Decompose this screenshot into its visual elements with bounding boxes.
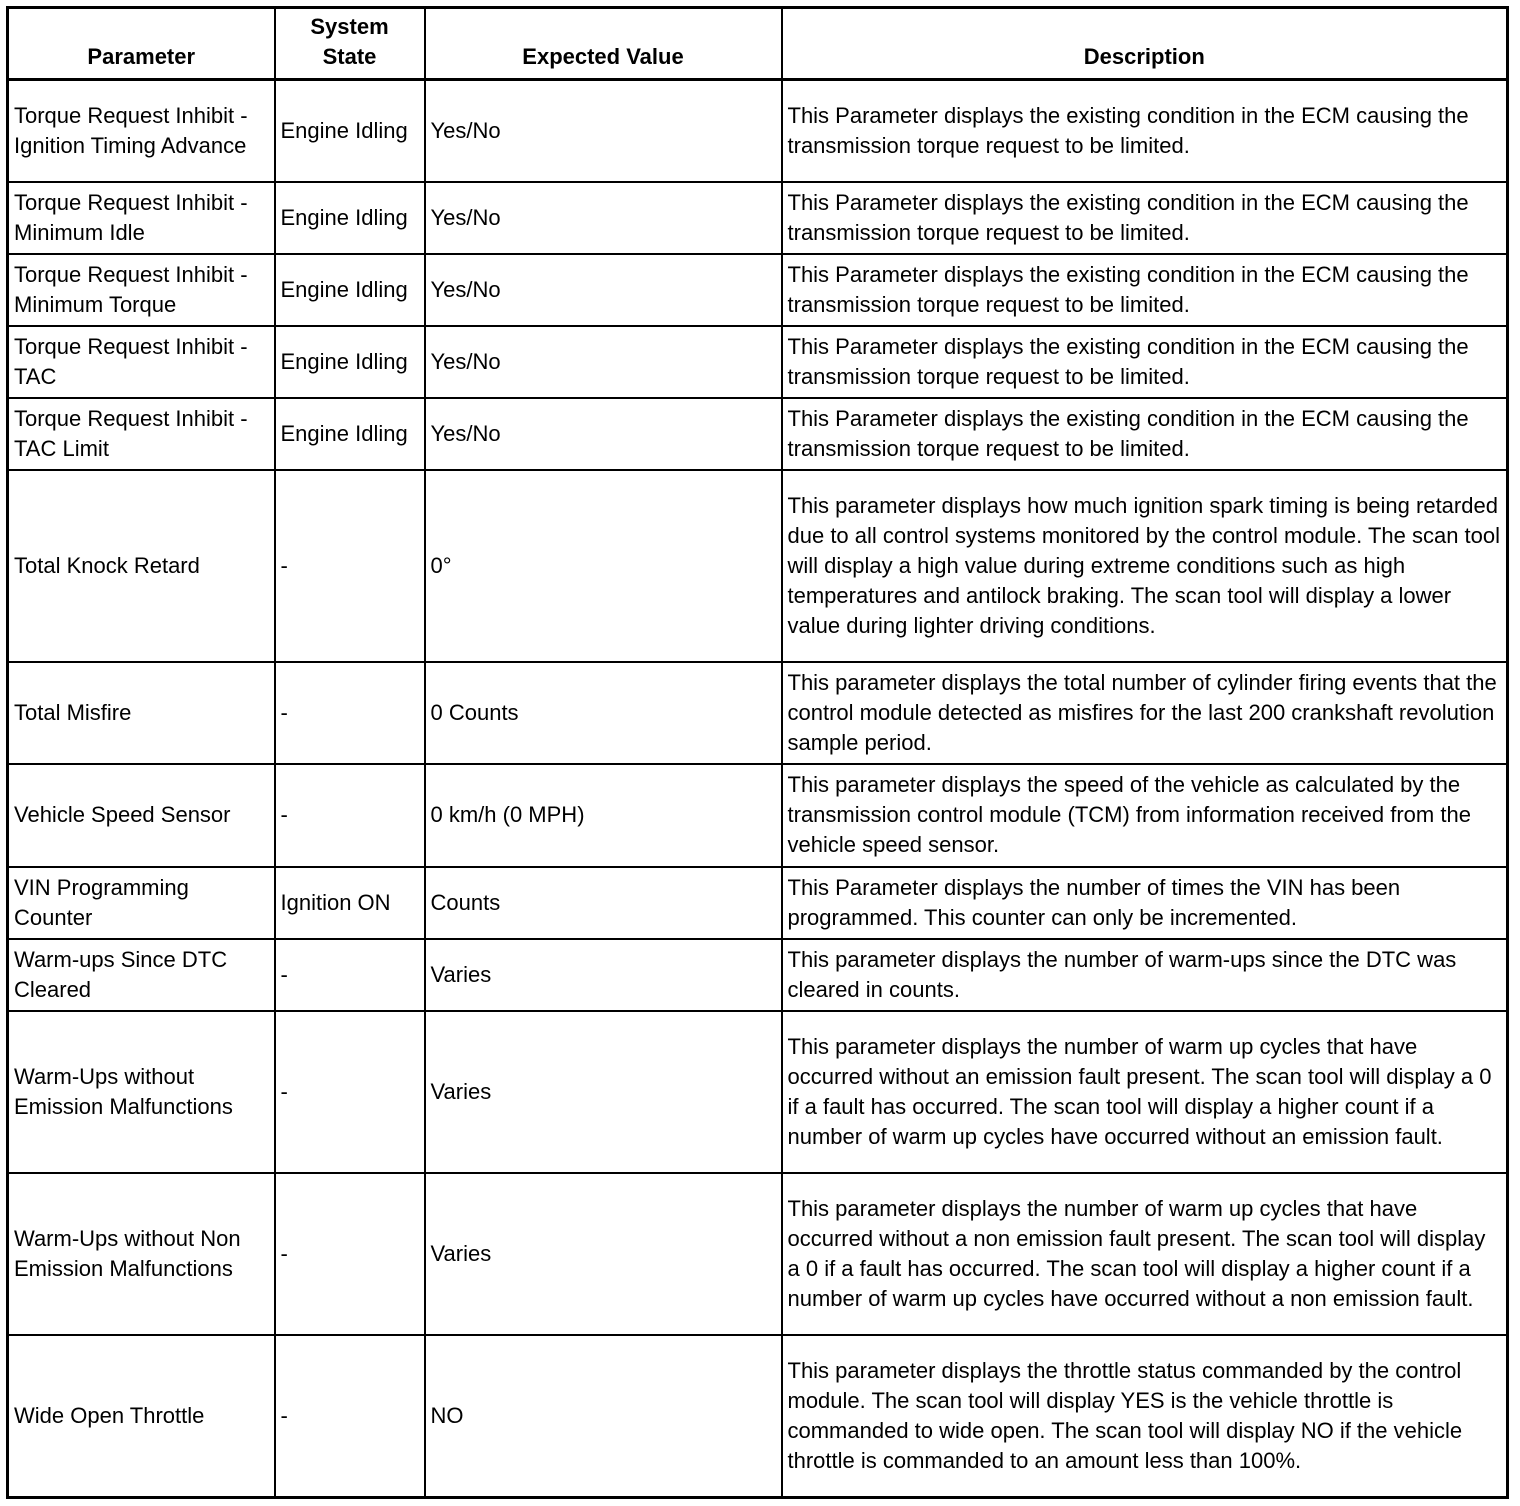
table-row [8, 80, 1508, 182]
cell-expected-value: Yes/No [425, 80, 782, 182]
cell-description: This Parameter displays the existing condition in the ECM causing the transmission torque request to be limited. [782, 254, 1508, 326]
cell-expected-value: Counts [425, 867, 782, 939]
table-row [8, 764, 1508, 866]
cell-system-state: - [275, 1011, 425, 1173]
parameter-table-sheet [6, 6, 1506, 1499]
cell-system-state: Engine Idling [275, 254, 425, 326]
table-row [8, 867, 1508, 939]
cell-expected-value: Yes/No [425, 398, 782, 470]
header-expected-value: Expected Value [425, 8, 782, 80]
cell-parameter: Vehicle Speed Sensor [8, 764, 275, 866]
cell-system-state: - [275, 1173, 425, 1335]
cell-description: This parameter displays how much ignition spark timing is being retarded due to all control systems monitored by the control module. The scan tool will display a high value during extreme conditions such as high temperatures and antilock braking. The scan tool will display a lower value during lighter driving conditions. [782, 470, 1508, 662]
cell-parameter: Torque Request Inhibit - TAC [8, 326, 275, 398]
table-row [8, 182, 1508, 254]
header-system-state: System State [275, 8, 425, 80]
cell-expected-value: Varies [425, 1011, 782, 1173]
cell-parameter: Torque Request Inhibit - TAC Limit [8, 398, 275, 470]
header-parameter: Parameter [8, 8, 275, 80]
cell-expected-value: Varies [425, 1173, 782, 1335]
table-row [8, 1173, 1508, 1335]
cell-description: This parameter displays the number of warm-ups since the DTC was cleared in counts. [782, 939, 1508, 1011]
cell-expected-value: Varies [425, 939, 782, 1011]
cell-expected-value: NO [425, 1335, 782, 1497]
cell-system-state: Engine Idling [275, 80, 425, 182]
table-row [8, 1335, 1508, 1497]
cell-expected-value: Yes/No [425, 326, 782, 398]
cell-description: This parameter displays the total number of cylinder firing events that the control module detected as misfires for the last 200 crankshaft revolution sample period. [782, 662, 1508, 764]
cell-description: This parameter displays the number of warm up cycles that have occurred without a non emission fault present. The scan tool will display a 0 if a fault has occurred. The scan tool will display a higher count if a number of warm up cycles have occurred without a non emission fault. [782, 1173, 1508, 1335]
cell-parameter: VIN Programming Counter [8, 867, 275, 939]
cell-expected-value: 0 km/h (0 MPH) [425, 764, 782, 866]
cell-parameter: Torque Request Inhibit - Ignition Timing Advance [8, 80, 275, 182]
header-description: Description [782, 8, 1508, 80]
table-row [8, 1011, 1508, 1173]
cell-system-state: Engine Idling [275, 182, 425, 254]
cell-system-state: Engine Idling [275, 398, 425, 470]
cell-parameter: Torque Request Inhibit - Minimum Idle [8, 182, 275, 254]
cell-description: This Parameter displays the existing condition in the ECM causing the transmission torque request to be limited. [782, 398, 1508, 470]
cell-system-state: - [275, 939, 425, 1011]
table-row [8, 398, 1508, 470]
cell-description: This Parameter displays the existing condition in the ECM causing the transmission torque request to be limited. [782, 326, 1508, 398]
cell-expected-value: Yes/No [425, 254, 782, 326]
cell-parameter: Total Misfire [8, 662, 275, 764]
cell-system-state: Engine Idling [275, 326, 425, 398]
cell-parameter: Warm-Ups without Emission Malfunctions [8, 1011, 275, 1173]
cell-parameter: Total Knock Retard [8, 470, 275, 662]
table-row [8, 254, 1508, 326]
cell-parameter: Wide Open Throttle [8, 1335, 275, 1497]
cell-system-state: - [275, 1335, 425, 1497]
table-row [8, 470, 1508, 662]
cell-system-state: Ignition ON [275, 867, 425, 939]
cell-description: This Parameter displays the existing condition in the ECM causing the transmission torque request to be limited. [782, 182, 1508, 254]
table-header-row [8, 8, 1508, 80]
table-row [8, 326, 1508, 398]
cell-expected-value: 0° [425, 470, 782, 662]
cell-description: This parameter displays the number of warm up cycles that have occurred without an emission fault present. The scan tool will display a 0 if a fault has occurred. The scan tool will display a higher count if a number of warm up cycles have occurred without an emission fault. [782, 1011, 1508, 1173]
scan-tool-parameter-table [6, 6, 1509, 1499]
table-row [8, 662, 1508, 764]
cell-expected-value: Yes/No [425, 182, 782, 254]
cell-system-state: - [275, 764, 425, 866]
cell-system-state: - [275, 470, 425, 662]
cell-description: This Parameter displays the number of times the VIN has been programmed. This counter can only be incremented. [782, 867, 1508, 939]
cell-expected-value: 0 Counts [425, 662, 782, 764]
table-row [8, 939, 1508, 1011]
cell-parameter: Torque Request Inhibit - Minimum Torque [8, 254, 275, 326]
cell-description: This parameter displays the speed of the vehicle as calculated by the transmission control module (TCM) from information received from the vehicle speed sensor. [782, 764, 1508, 866]
cell-description: This parameter displays the throttle status commanded by the control module. The scan tool will display YES is the vehicle throttle is commanded to wide open. The scan tool will display NO if the vehicle throttle is commanded to an amount less than 100%. [782, 1335, 1508, 1497]
cell-description: This Parameter displays the existing condition in the ECM causing the transmission torque request to be limited. [782, 80, 1508, 182]
cell-system-state: - [275, 662, 425, 764]
cell-parameter: Warm-Ups without Non Emission Malfunctions [8, 1173, 275, 1335]
cell-parameter: Warm-ups Since DTC Cleared [8, 939, 275, 1011]
